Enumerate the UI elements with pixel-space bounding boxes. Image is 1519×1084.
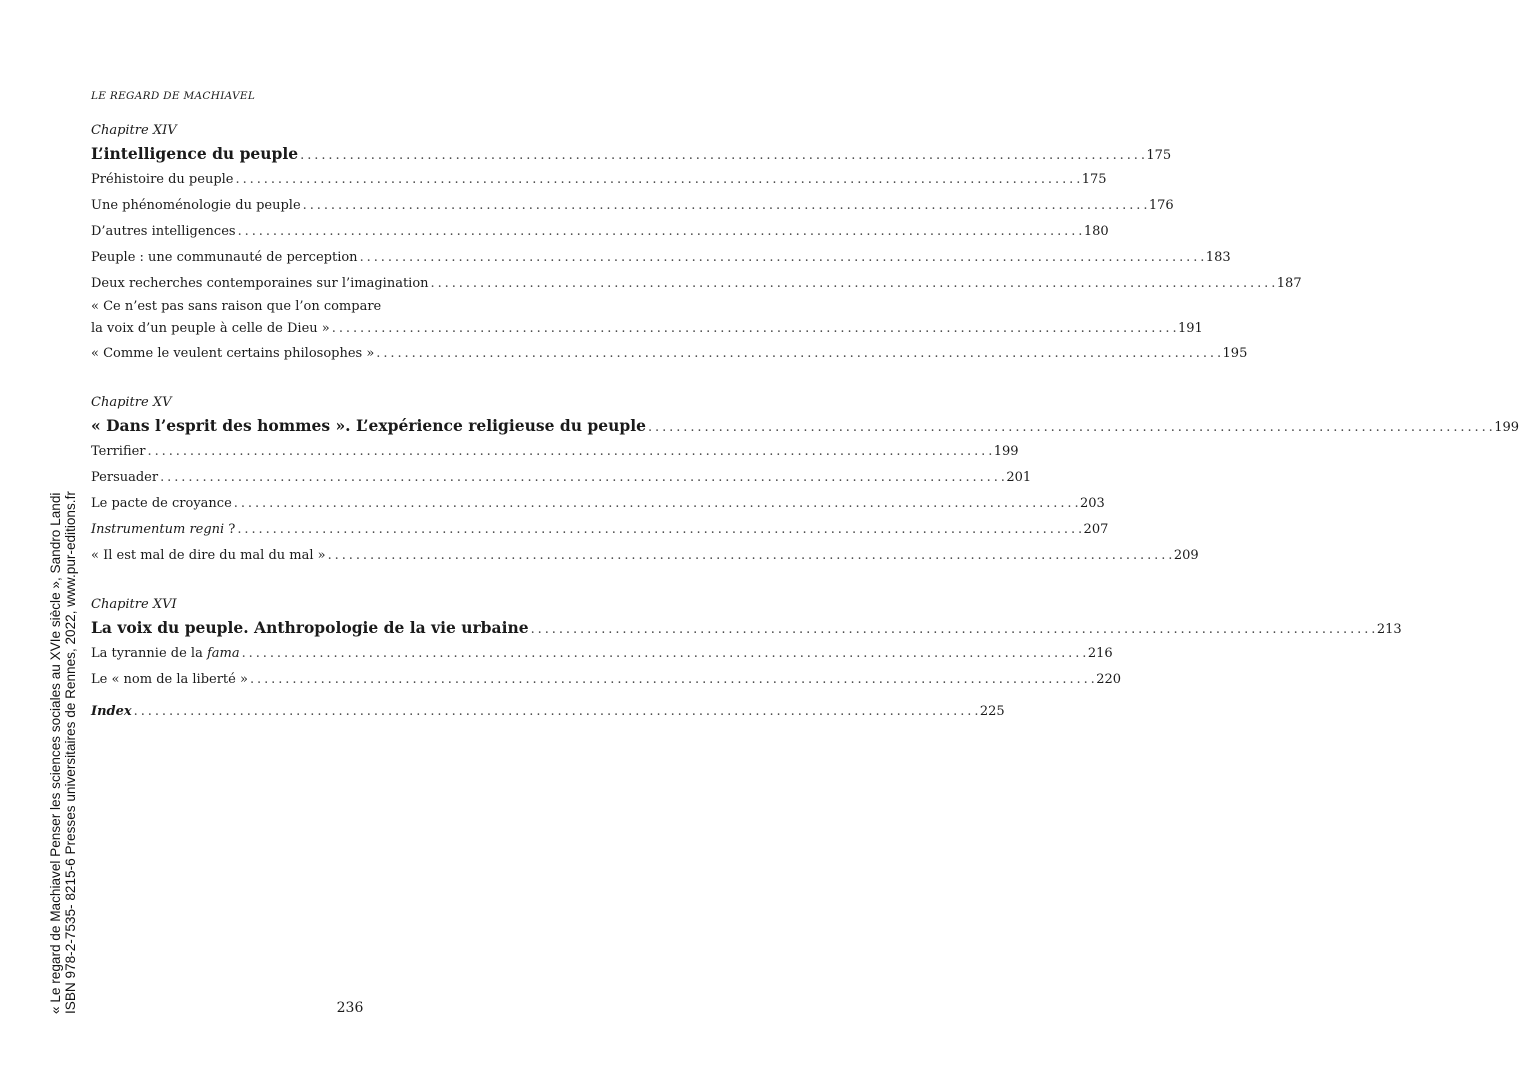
chapter-title-entry	[91, 413, 1519, 439]
chapter-xiv	[91, 121, 1302, 367]
leader-dots	[160, 465, 1004, 491]
spacer	[91, 367, 588, 393]
entry-title: Le pacte de croyance	[91, 496, 232, 511]
leader-dots	[242, 641, 1086, 667]
page-number: 176	[1148, 198, 1174, 213]
entry-title	[91, 517, 235, 543]
page-number: 209	[1173, 548, 1199, 563]
page-number: 199	[993, 444, 1019, 459]
toc-entry	[91, 167, 1107, 193]
running-head: LE REGARD DE MACHIAVEL	[91, 90, 256, 102]
leader-dots	[250, 667, 1094, 693]
page-number: 199	[1494, 420, 1519, 435]
page-number: 187	[1276, 276, 1302, 291]
leader-dots	[303, 193, 1147, 219]
entry-title-line1: « Ce n’est pas sans raison que l’on compare	[91, 299, 382, 314]
page-number: 213	[1376, 622, 1402, 637]
page-number: 225	[979, 704, 1005, 719]
entry-title: Préhistoire du peuple	[91, 172, 234, 187]
page-number: 203	[1080, 496, 1105, 511]
leader-dots	[237, 517, 1081, 543]
chapter-label: Chapitre XIV	[91, 123, 177, 138]
chapter-label: Chapitre XV	[91, 395, 172, 410]
entry-title	[91, 641, 240, 667]
page-number: 207	[1083, 522, 1109, 537]
toc-entry	[91, 341, 1248, 367]
chapter-title-entry	[91, 141, 1172, 167]
toc-entry	[91, 465, 1032, 491]
leader-dots	[531, 617, 1375, 643]
entry-title: Le « nom de la liberté »	[91, 672, 248, 687]
leader-dots	[376, 341, 1220, 367]
toc-entry	[91, 641, 1113, 667]
entry-title-prefix: La tyrannie de la	[91, 646, 207, 661]
page-number-folio: 236	[336, 1000, 364, 1016]
copyright-sidenote	[48, 491, 78, 1014]
chapter-label: Chapitre XVI	[91, 597, 177, 612]
toc-entry	[91, 245, 1231, 271]
entry-title-suffix: ?	[224, 522, 236, 537]
table-of-contents	[91, 121, 1519, 725]
leader-dots	[648, 415, 1492, 441]
leader-dots	[238, 219, 1082, 245]
entry-title-line2: la voix d’un peuple à celle de Dieu »	[91, 321, 330, 336]
leader-dots	[332, 317, 1176, 341]
entry-title-italic: fama	[206, 646, 240, 661]
entry-title: Une phénoménologie du peuple	[91, 198, 301, 213]
leader-dots	[134, 699, 978, 725]
entry-title: « Comme le veulent certains philosophes »	[91, 346, 375, 361]
entry-title: Deux recherches contemporaines sur l’imagination	[91, 276, 429, 291]
entry-title: D’autres intelligences	[91, 224, 236, 239]
toc-entry-multiline	[91, 297, 1203, 341]
entry-title: L’intelligence du peuple	[91, 144, 299, 163]
sidenote-line1: « Le regard de Machiavel Penser les sciences sociales au XVIe siècle », Sandro Landi	[48, 492, 63, 1014]
entry-title: Persuader	[91, 470, 159, 485]
toc-entry	[91, 193, 1174, 219]
toc-entry	[91, 317, 1203, 341]
leader-dots	[300, 143, 1144, 169]
entry-title: « Il est mal de dire du mal du mal »	[91, 548, 326, 563]
leader-dots	[234, 491, 1078, 517]
chapter-xvi	[91, 595, 1402, 693]
toc-entry	[91, 491, 1105, 517]
toc-entry	[91, 271, 1302, 297]
toc-entry	[91, 667, 1122, 693]
leader-dots	[328, 543, 1172, 569]
leader-dots	[431, 271, 1275, 297]
leader-dots	[148, 439, 992, 465]
index-entry	[91, 699, 1005, 725]
page-number: 175	[1081, 172, 1107, 187]
chapter-title-entry	[91, 615, 1402, 641]
page-number: 191	[1177, 321, 1203, 336]
leader-dots	[236, 167, 1080, 193]
leader-dots	[360, 245, 1204, 271]
page-number: 220	[1096, 672, 1122, 687]
page-number: 180	[1083, 224, 1109, 239]
entry-title: Peuple : une communauté de perception	[91, 250, 358, 265]
page-number: 195	[1222, 346, 1248, 361]
chapter-xv	[91, 393, 1519, 569]
page-number: 183	[1205, 250, 1231, 265]
toc-entry	[91, 517, 1109, 543]
toc-entry	[91, 543, 1199, 569]
entry-title: Index	[91, 704, 132, 719]
entry-title: « Dans l’esprit des hommes ». L’expérience religieuse du peuple	[91, 416, 646, 435]
entry-title-italic: Instrumentum regni	[91, 522, 225, 537]
entry-title: Terrifier	[91, 444, 146, 459]
page-number: 175	[1146, 148, 1172, 163]
page-number: 216	[1087, 646, 1113, 661]
page-number: 201	[1006, 470, 1032, 485]
sidenote-line2: ISBN 978-2-7535- 8215-6 Presses universitaires de Rennes, 2022, www.pur-editions.fr	[63, 491, 78, 1014]
entry-title: La voix du peuple. Anthropologie de la vie urbaine	[91, 618, 529, 637]
toc-entry	[91, 219, 1109, 245]
spacer	[91, 569, 588, 595]
toc-entry	[91, 439, 1019, 465]
